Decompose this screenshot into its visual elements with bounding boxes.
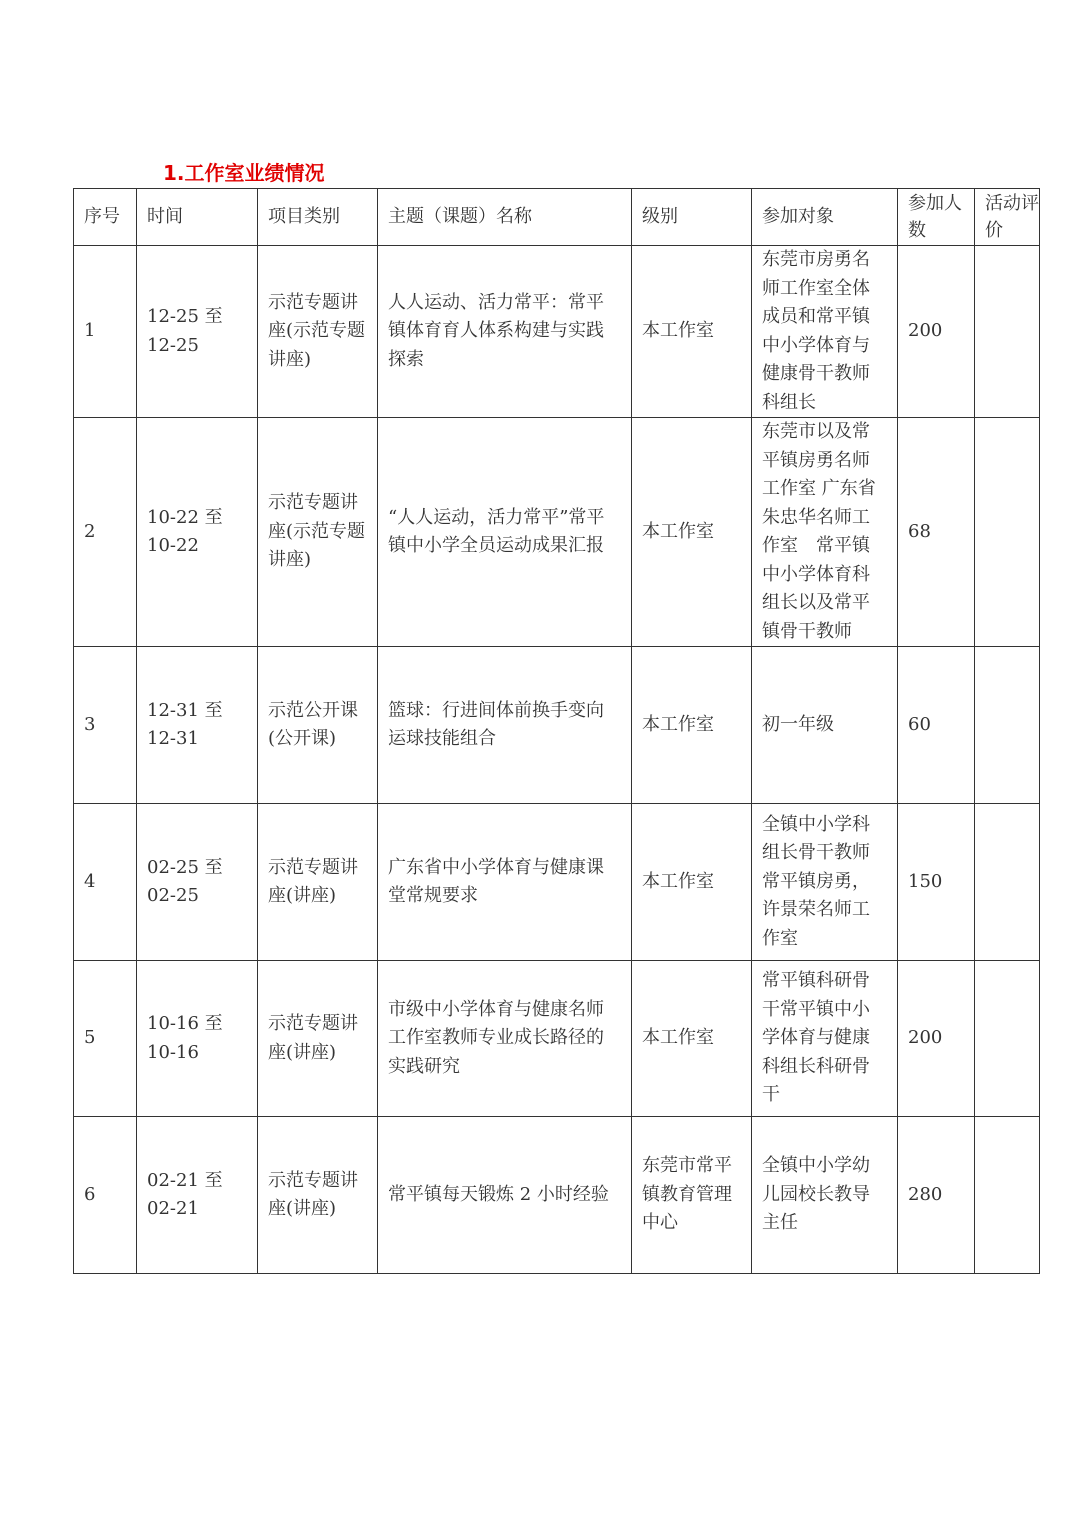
cell-time: 02-25 至 02-25 bbox=[137, 804, 258, 961]
cell-count: 60 bbox=[898, 647, 975, 804]
cell-participants: 东莞市房勇名师工作室全体成员和常平镇中小学体育与健康骨干教师科组长 bbox=[752, 246, 898, 418]
cell-seq: 3 bbox=[74, 647, 137, 804]
header-evaluation bbox=[975, 189, 1040, 246]
header-time: 时间 bbox=[137, 189, 258, 246]
cell-seq: 5 bbox=[74, 961, 137, 1117]
cell-topic: 广东省中小学体育与健康课堂常规要求 bbox=[378, 804, 632, 961]
table-row bbox=[74, 804, 1040, 961]
header-evaluation-label: 活动评价 bbox=[985, 193, 1039, 241]
cell-evaluation bbox=[975, 246, 1040, 418]
cell-topic: 市级中小学体育与健康名师工作室教师专业成长路径的实践研究 bbox=[378, 961, 632, 1117]
table-header-row bbox=[74, 189, 1040, 246]
cell-count: 200 bbox=[898, 246, 975, 418]
cell-participants: 全镇中小学幼儿园校长教导主任 bbox=[752, 1117, 898, 1274]
header-seq: 序号 bbox=[74, 189, 137, 246]
header-count bbox=[898, 189, 975, 246]
cell-evaluation bbox=[975, 418, 1040, 647]
cell-participants: 初一年级 bbox=[752, 647, 898, 804]
header-level: 级别 bbox=[632, 189, 752, 246]
cell-time: 12-25 至 12-25 bbox=[137, 246, 258, 418]
cell-topic: 篮球：行进间体前换手变向运球技能组合 bbox=[378, 647, 632, 804]
table-row bbox=[74, 246, 1040, 418]
cell-topic: “人人运动，活力常平”常平镇中小学全员运动成果汇报 bbox=[378, 418, 632, 647]
cell-category: 示范专题讲座(讲座) bbox=[258, 961, 378, 1117]
performance-table bbox=[73, 188, 1040, 1274]
cell-category: 示范专题讲座(讲座) bbox=[258, 1117, 378, 1274]
cell-time: 10-16 至 10-16 bbox=[137, 961, 258, 1117]
cell-level: 本工作室 bbox=[632, 804, 752, 961]
table-row bbox=[74, 1117, 1040, 1274]
cell-level: 东莞市常平镇教育管理中心 bbox=[632, 1117, 752, 1274]
header-category: 项目类别 bbox=[258, 189, 378, 246]
cell-participants: 东莞市以及常平镇房勇名师工作室 广东省朱忠华名师工作室 常平镇中小学体育科组长以及常平镇骨干教师 bbox=[752, 418, 898, 647]
table-row bbox=[74, 647, 1040, 804]
cell-topic: 人人运动、活力常平：常平镇体育育人体系构建与实践探索 bbox=[378, 246, 632, 418]
cell-category: 示范公开课(公开课) bbox=[258, 647, 378, 804]
cell-category: 示范专题讲座(示范专题讲座) bbox=[258, 418, 378, 647]
cell-seq: 2 bbox=[74, 418, 137, 647]
cell-level: 本工作室 bbox=[632, 246, 752, 418]
cell-evaluation bbox=[975, 1117, 1040, 1274]
cell-participants: 常平镇科研骨干常平镇中小学体育与健康科组长科研骨干 bbox=[752, 961, 898, 1117]
table-row bbox=[74, 418, 1040, 647]
cell-seq: 1 bbox=[74, 246, 137, 418]
cell-time: 10-22 至 10-22 bbox=[137, 418, 258, 647]
cell-seq: 4 bbox=[74, 804, 137, 961]
cell-level: 本工作室 bbox=[632, 961, 752, 1117]
cell-category: 示范专题讲座(讲座) bbox=[258, 804, 378, 961]
cell-category: 示范专题讲座(示范专题讲座) bbox=[258, 246, 378, 418]
header-count-label: 参加人数 bbox=[908, 193, 962, 241]
cell-participants: 全镇中小学科组长骨干教师常平镇房勇，许景荣名师工作室 bbox=[752, 804, 898, 961]
cell-count: 150 bbox=[898, 804, 975, 961]
cell-seq: 6 bbox=[74, 1117, 137, 1274]
cell-evaluation bbox=[975, 647, 1040, 804]
cell-topic: 常平镇每天锻炼 2 小时经验 bbox=[378, 1117, 632, 1274]
cell-time: 02-21 至 02-21 bbox=[137, 1117, 258, 1274]
cell-count: 68 bbox=[898, 418, 975, 647]
cell-level: 本工作室 bbox=[632, 647, 752, 804]
cell-time: 12-31 至 12-31 bbox=[137, 647, 258, 804]
cell-count: 200 bbox=[898, 961, 975, 1117]
cell-evaluation bbox=[975, 804, 1040, 961]
table-row bbox=[74, 961, 1040, 1117]
section-title: 1.工作室业绩情况 bbox=[163, 161, 325, 185]
cell-evaluation bbox=[975, 961, 1040, 1117]
cell-count: 280 bbox=[898, 1117, 975, 1274]
cell-level: 本工作室 bbox=[632, 418, 752, 647]
header-participants: 参加对象 bbox=[752, 189, 898, 246]
header-topic: 主题（课题）名称 bbox=[378, 189, 632, 246]
